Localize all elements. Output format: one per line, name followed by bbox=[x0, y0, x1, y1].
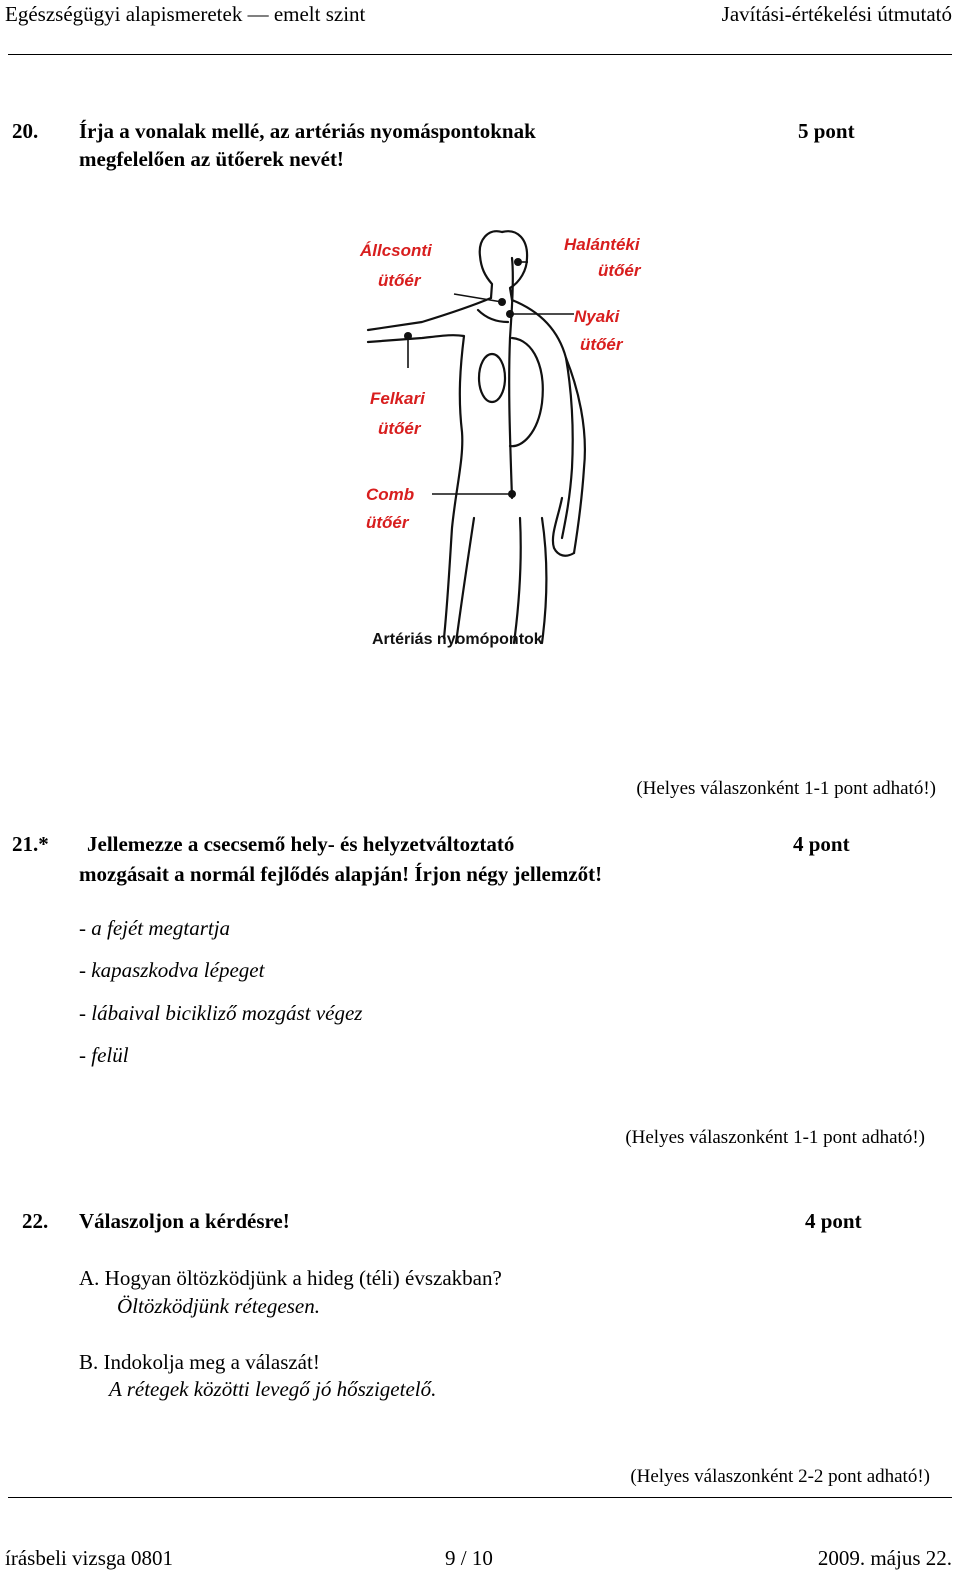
header-left: Egészségügyi alapismeretek — emelt szint bbox=[5, 2, 366, 26]
label-halanteki-line2: ütőér bbox=[598, 261, 641, 280]
footer-left: írásbeli vizsga 0801 bbox=[5, 1546, 173, 1570]
label-felkari-line2: ütőér bbox=[378, 419, 421, 438]
q21-answer: - kapaszkodva lépeget bbox=[79, 958, 265, 982]
q21-answer: - felül bbox=[79, 1043, 129, 1067]
footer-right: 2009. május 22. bbox=[817, 1546, 952, 1570]
label-halanteki-line1: Halántéki bbox=[564, 235, 640, 254]
label-comb-line2: ütőér bbox=[366, 513, 409, 532]
q21-note: (Helyes válaszonként 1-1 pont adható!) bbox=[625, 1127, 925, 1148]
q22-title: Válaszoljon a kérdésre! bbox=[79, 1209, 290, 1233]
q20-note: (Helyes válaszonként 1-1 pont adható!) bbox=[636, 778, 936, 799]
label-nyaki-line1: Nyaki bbox=[574, 307, 620, 326]
q21-points: 4 pont bbox=[793, 832, 850, 856]
q20-line2: megfelelően az ütőerek nevét! bbox=[79, 147, 344, 171]
q20-points: 5 pont bbox=[798, 119, 855, 143]
q21-number: 21.* bbox=[12, 832, 49, 856]
q22-b-answer: A rétegek közötti levegő jó hőszigetelő. bbox=[109, 1377, 437, 1401]
q20-number: 20. bbox=[12, 119, 39, 143]
footer-rule bbox=[8, 1497, 952, 1498]
q22-points: 4 pont bbox=[805, 1209, 862, 1233]
q21-line2: mozgásait a normál fejlődés alapján! Írjon négy jellemzőt! bbox=[79, 862, 603, 886]
label-felkari-line1: Felkari bbox=[370, 389, 425, 408]
q22-note: (Helyes válaszonként 2-2 pont adható!) bbox=[630, 1466, 930, 1487]
header-right: Javítási-értékelési útmutató bbox=[721, 2, 952, 26]
header-rule bbox=[8, 54, 952, 55]
q22-b-question: B. Indokolja meg a válaszát! bbox=[79, 1350, 320, 1374]
q22-a-question: A. Hogyan öltözködjünk a hideg (téli) évszakban? bbox=[79, 1266, 502, 1290]
label-nyaki-line2: ütőér bbox=[580, 335, 623, 354]
arterial-pressure-points-diagram bbox=[352, 218, 652, 663]
diagram-caption: Artériás nyomópontok bbox=[372, 631, 543, 648]
footer-page-number: 9 / 10 bbox=[445, 1546, 493, 1570]
q21-line1: Jellemezze a csecsemő hely- és helyzetváltoztató bbox=[87, 832, 515, 856]
q20-line1: Írja a vonalak mellé, az artériás nyomáspontoknak bbox=[79, 119, 536, 143]
q22-number: 22. bbox=[22, 1209, 49, 1233]
label-allcsonti-line1: Állcsonti bbox=[360, 241, 432, 260]
q21-answer: - lábaival bicikliző mozgást végez bbox=[79, 1001, 363, 1025]
q21-answer: - a fejét megtartja bbox=[79, 916, 231, 940]
label-allcsonti-line2: ütőér bbox=[378, 271, 421, 290]
label-comb-line1: Comb bbox=[366, 485, 415, 504]
q22-a-answer: Öltözködjünk rétegesen. bbox=[117, 1294, 320, 1318]
